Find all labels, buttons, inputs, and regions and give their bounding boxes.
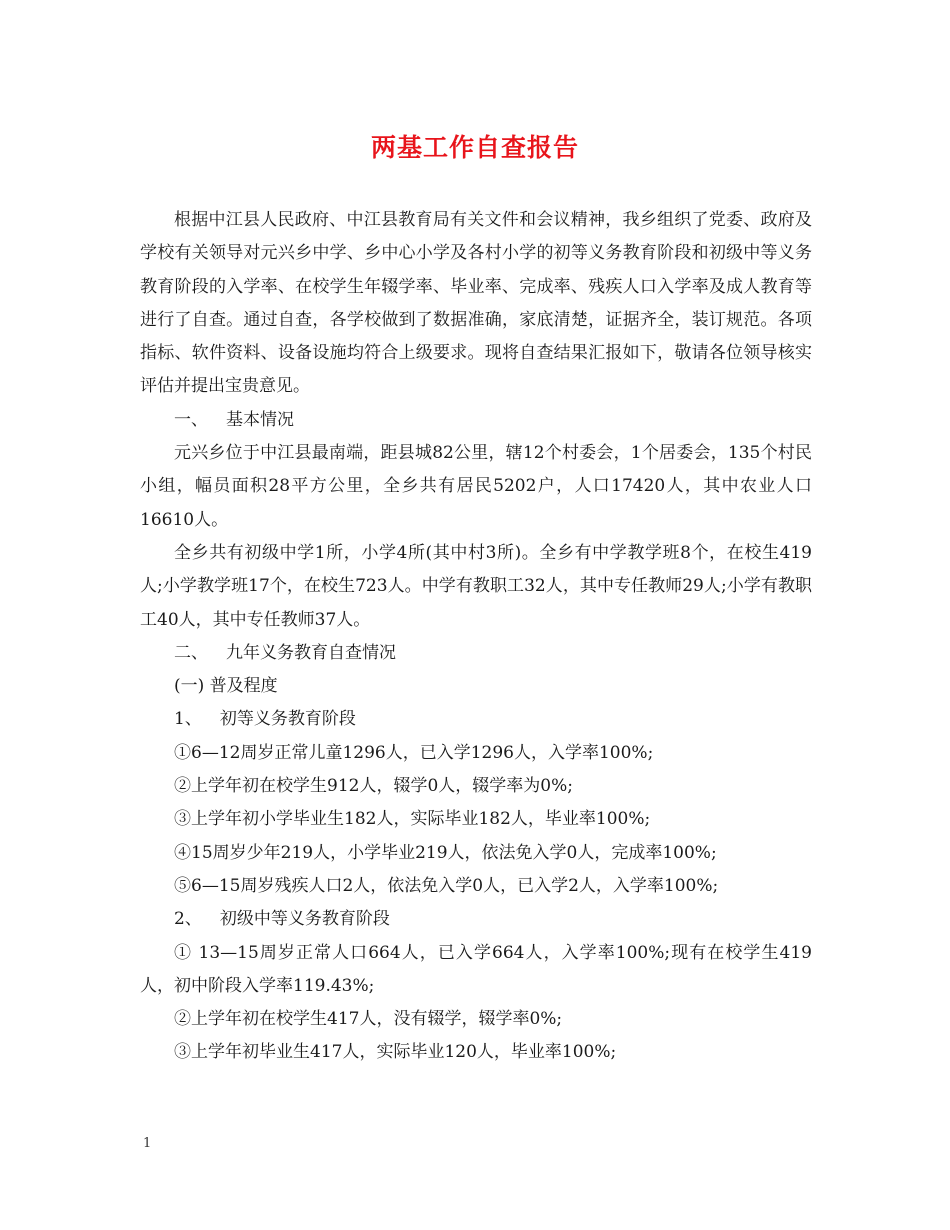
part-2-title: 初级中等义务教育阶段 bbox=[219, 909, 390, 930]
part-2-number: 2、 bbox=[174, 909, 202, 930]
section-1-number: 一、 bbox=[174, 409, 208, 430]
section-2-number: 二、 bbox=[174, 642, 208, 663]
document-title: 两基工作自查报告 bbox=[370, 133, 579, 162]
list-item: ③上学年初小学毕业生182人，实际毕业182人，毕业率100%; bbox=[174, 809, 651, 830]
intro-paragraph: 根据中江县人民政府、中江县教育局有关文件和会议精神，我乡组织了党委、政府及学校有关领导对元兴乡中学、乡中心小学及各村小学的初等义务教育阶段和初级中等义务教育阶段的入学率、在校学生年辍学率、毕业率、完成率、残疾人口入学率及成人教育等进行了自查。通过自查，各学校做到了数据准确，家底清楚，证据齐全，装订规范。各项指标、软件资料、设备设施均符合上级要求。现将自查结果汇报如下，敬请各位领导核实评估并提出宝贵意见。 bbox=[140, 210, 812, 397]
list-item: ① 13—15周岁正常人口664人，已入学664人，入学率100%;现有在校学生419人，初中阶段入学率119.43%; bbox=[140, 942, 812, 996]
list-item: ②上学年初在校学生912人，辍学0人，辍学率为0%; bbox=[174, 776, 573, 797]
part-2-heading bbox=[140, 903, 812, 936]
section-1-paragraph-1: 元兴乡位于中江县最南端，距县城82公里，辖12个村委会，1个居委会，135个村民小组，幅员面积28平方公里，全乡共有居民5202户，人口17420人，其中农业人口16610人。 bbox=[140, 443, 812, 530]
page-number: 1 bbox=[143, 1136, 152, 1151]
list-item: ③上学年初毕业生417人，实际毕业120人，毕业率100%; bbox=[174, 1042, 617, 1063]
part-1-title: 初等义务教育阶段 bbox=[219, 709, 356, 730]
list-item: ④15周岁少年219人，小学毕业219人，依法免入学0人，完成率100%; bbox=[174, 842, 717, 863]
list-item: ①6—12周岁正常儿童1296人，已入学1296人，入学率100%; bbox=[174, 742, 654, 763]
list-item: ⑤6—15周岁残疾人口2人，依法免入学0人，已入学2人，入学率100%; bbox=[174, 875, 719, 896]
list-item: ②上学年初在校学生417人，没有辍学，辍学率0%; bbox=[174, 1009, 563, 1030]
subsection-1-heading: (一) 普及程度 bbox=[174, 676, 278, 697]
document-body bbox=[140, 204, 812, 1070]
section-1-title: 基本情况 bbox=[226, 409, 294, 430]
part-1-number: 1、 bbox=[174, 709, 202, 730]
section-2-heading bbox=[140, 637, 812, 670]
section-2-title: 九年义务教育自查情况 bbox=[226, 642, 396, 663]
part-1-heading bbox=[140, 703, 812, 736]
section-1-heading bbox=[140, 404, 812, 437]
section-1-paragraph-2: 全乡共有初级中学1所，小学4所(其中村3所)。全乡有中学教学班8个，在校生419人;小学教学班17个，在校生723人。中学有教职工32人，其中专任教师29人;小学有教职工40人，其中专任教师37人。 bbox=[140, 542, 812, 630]
